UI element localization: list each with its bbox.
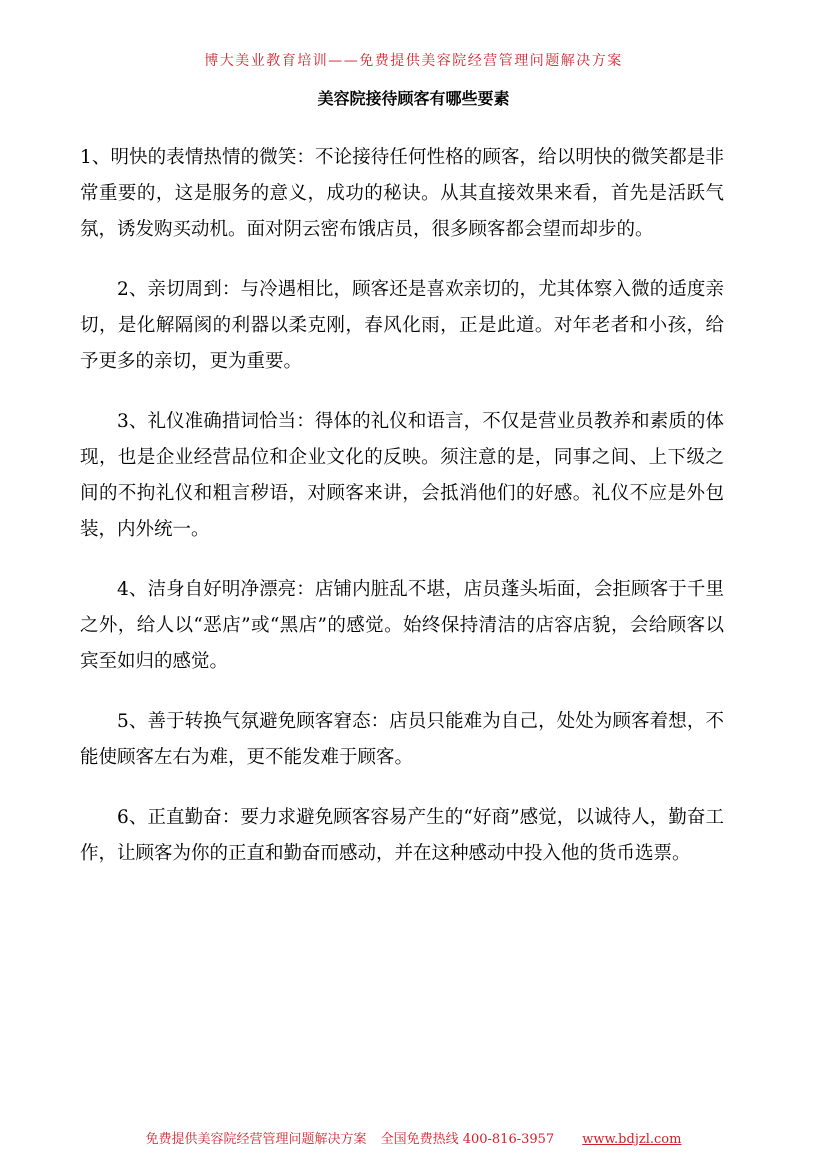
document-title: 美容院接待顾客有哪些要素: [317, 89, 510, 108]
document-body: [80, 140, 724, 896]
paragraph-3: 3、礼仪准确措词恰当：得体的礼仪和语言，不仅是营业员教养和素质的体现，也是企业经营品位和企业文化的反映。须注意的是，同事之间、上下级之间的不拘礼仪和粗言秽语，对顾客来讲，会抵消他们的好感。礼仪不应是外包装，内外统一。: [80, 411, 724, 540]
paragraph-5: 5、善于转换气氛避免顾客窘态：店员只能难为自己，处处为顾客着想，不能使顾客左右为难，更不能发难于顾客。: [80, 711, 724, 768]
paragraph-4: 4、洁身自好明净漂亮：店铺内脏乱不堪，店员蓬头垢面，会拒顾客于千里之外，给人以“恶店”或“黑店”的感觉。始终保持清洁的店容店貌，会给顾客以宾至如归的感觉。: [80, 579, 724, 672]
header-banner: 博大美业教育培训——免费提供美容院经营管理问题解决方案: [204, 53, 623, 69]
footer: [0, 1128, 827, 1147]
paragraph-2: 2、亲切周到：与冷遇相比，顾客还是喜欢亲切的，尤其体察入微的适度亲切，是化解隔阂的利器以柔克刚，春风化雨，正是此道。对年老者和小孩，给予更多的亲切，更为重要。: [80, 279, 724, 372]
footer-slogan: 免费提供美容院经营管理问题解决方案: [145, 1132, 367, 1147]
footer-website-link[interactable]: www.bdjzl.com: [582, 1132, 682, 1147]
paragraph-6: 6、正直勤奋：要力求避免顾客容易产生的“好商”感觉，以诚待人，勤奋工作，让顾客为你的正直和勤奋而感动，并在这种感动中投入他的货币选票。: [80, 807, 724, 864]
footer-hotline: 全国免费热线 400-816-3957: [380, 1132, 555, 1147]
paragraph-1: 1、明快的表情热情的微笑：不论接待任何性格的顾客，给以明快的微笑都是非常重要的，这是服务的意义，成功的秘诀。从其直接效果来看，首先是活跃气氛，诱发购买动机。面对阴云密布饿店员，很多顾客都会望而却步的。: [80, 147, 724, 240]
